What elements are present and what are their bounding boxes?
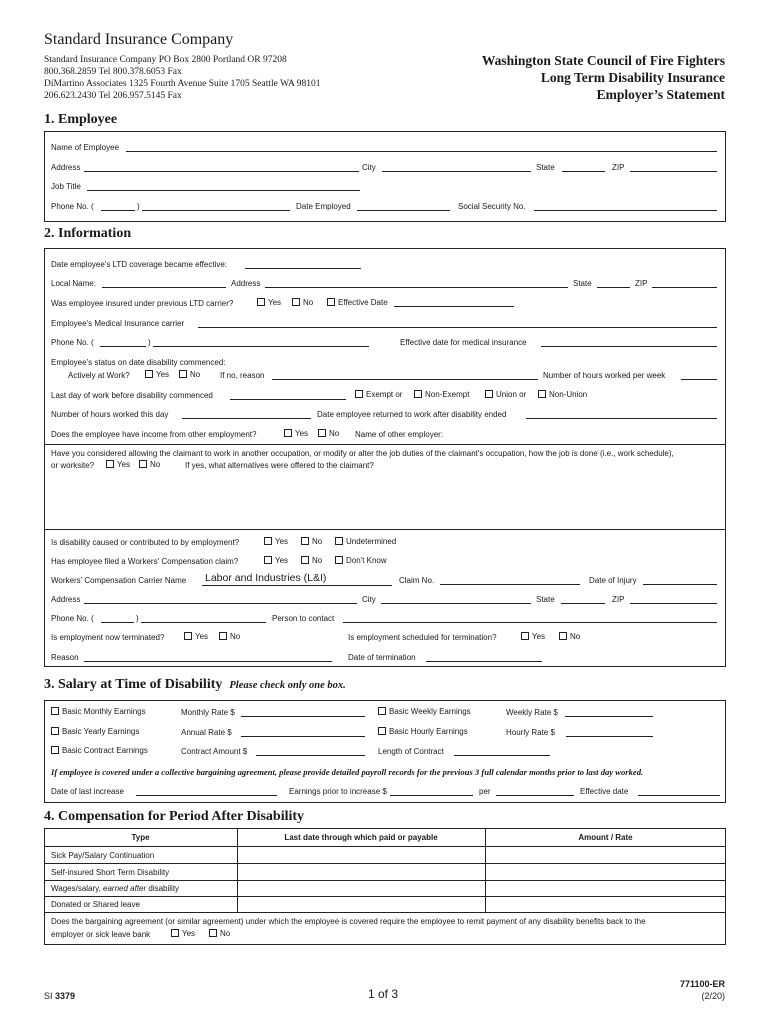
local-address-field[interactable] — [265, 287, 568, 288]
yearly-option[interactable] — [51, 727, 139, 736]
claim-no-label: Claim No. — [399, 576, 435, 585]
form-title-1: Washington State Council of Fire Fighters — [481, 53, 725, 68]
date-injury-label: Date of Injury — [589, 576, 637, 585]
monthly-rate-field[interactable] — [241, 716, 365, 717]
caused-no[interactable] — [301, 537, 322, 546]
section-employee-heading: 1. Employee — [44, 112, 118, 127]
wc-city-field[interactable] — [381, 603, 531, 604]
hourly-option[interactable] — [378, 727, 468, 736]
hours-day-label: Number of hours worked this day — [51, 410, 169, 419]
earnings-prior-field[interactable] — [390, 795, 473, 796]
if-no-reason-label: If no, reason — [220, 371, 265, 380]
table-header-divider — [44, 846, 726, 847]
salary-effective-date-field[interactable] — [638, 795, 720, 796]
bargain-no[interactable] — [209, 929, 230, 938]
checkbox[interactable] — [292, 298, 300, 306]
employee-city-label: City — [362, 163, 376, 172]
no-label: No — [230, 632, 241, 641]
wc-city-label: City — [362, 595, 376, 604]
wc-phone-field[interactable] — [141, 622, 266, 623]
checkbox[interactable] — [145, 370, 153, 378]
caused-undetermined[interactable] — [335, 537, 396, 546]
checkbox[interactable] — [264, 537, 272, 545]
actively-yes[interactable] — [145, 370, 169, 379]
form-code: 771100-ER — [679, 979, 725, 989]
no-label: No — [150, 460, 161, 469]
checkbox[interactable] — [171, 929, 179, 937]
wc-zip-label: ZIP — [612, 595, 625, 604]
sched-term-no[interactable] — [559, 632, 580, 641]
earnings-prior-label: Earnings prior to increase $ — [289, 787, 387, 796]
date-term-field[interactable] — [426, 661, 542, 662]
checkbox[interactable] — [106, 460, 114, 468]
row-wages-prefix: Wages/salary, — [51, 884, 104, 893]
local-zip-field[interactable] — [652, 287, 717, 288]
row-wages-suffix: disability — [146, 884, 180, 893]
med-phone-paren: ) — [148, 338, 151, 347]
per-label: per — [479, 787, 491, 796]
wc-filed-dont-know[interactable] — [335, 556, 387, 565]
no-label: No — [329, 429, 340, 438]
med-carrier-label: Employee's Medical Insurance carrier — [51, 319, 185, 328]
weekly-label: Basic Weekly Earnings — [389, 707, 471, 716]
local-state-field[interactable] — [597, 287, 630, 288]
alternatives-no[interactable] — [139, 460, 160, 469]
hours-week-label: Number of hours worked per week — [543, 371, 666, 380]
wc-carrier-label: Workers' Compensation Carrier Name — [51, 576, 187, 585]
dont-know-label: Don't Know — [346, 556, 387, 565]
checkbox[interactable] — [219, 632, 227, 640]
alternatives-question-1: Have you considered allowing the claimant to work in another occupation, or modify or alter the job duties of the claimant's occupation, how the job is done (i.e., work schedule), — [51, 449, 674, 458]
med-eff-date-field[interactable] — [541, 346, 717, 347]
no-label: No — [570, 632, 581, 641]
checkbox[interactable] — [414, 390, 422, 398]
checkbox[interactable] — [301, 556, 309, 564]
job-title-label: Job Title — [51, 182, 81, 191]
other-income-yes[interactable] — [284, 429, 308, 438]
employee-phone-field[interactable] — [142, 210, 290, 211]
checkbox[interactable] — [179, 370, 187, 378]
hours-day-field[interactable] — [182, 418, 311, 419]
exempt-label: Exempt or — [366, 390, 403, 399]
ssn-field[interactable] — [534, 210, 717, 211]
union-label: Union or — [496, 390, 527, 399]
wc-carrier-field — [202, 585, 392, 586]
no-label: No — [220, 929, 231, 938]
annual-rate-label: Annual Rate $ — [181, 728, 232, 737]
med-phone-field[interactable] — [153, 346, 369, 347]
no-label: No — [312, 556, 323, 565]
row-short-term-disability: Self-insured Short Term Disability — [51, 868, 170, 877]
checkbox[interactable] — [378, 707, 386, 715]
checkbox[interactable] — [139, 460, 147, 468]
contract-amount-field[interactable] — [256, 755, 365, 756]
union-option[interactable] — [485, 390, 526, 399]
company-name: Standard Insurance Company — [44, 31, 234, 48]
employee-zip-label: ZIP — [612, 163, 625, 172]
table-row-divider — [44, 880, 726, 881]
checkbox[interactable] — [521, 632, 529, 640]
weekly-option[interactable] — [378, 707, 471, 716]
date-returned-field[interactable] — [526, 418, 717, 419]
person-contact-label: Person to contact — [272, 614, 335, 623]
terminated-yes[interactable] — [184, 632, 208, 641]
section-information-heading: 2. Information — [44, 226, 132, 241]
wc-address-field[interactable] — [84, 603, 357, 604]
form-date: (2/20) — [701, 991, 725, 1001]
local-address-label: Address — [231, 279, 261, 288]
alternatives-question-2: or worksite? — [51, 461, 95, 470]
last-increase-field[interactable] — [136, 795, 277, 796]
form-number-prefix: SI — [44, 991, 56, 1001]
date-returned-label: Date employee returned to work after disability ended — [317, 410, 507, 419]
reason-field[interactable] — [84, 661, 332, 662]
no-label: No — [312, 537, 323, 546]
annual-rate-field[interactable] — [241, 736, 365, 737]
effective-date-label: Effective Date — [338, 298, 388, 307]
checkbox[interactable] — [318, 429, 326, 437]
wc-filed-yes[interactable] — [264, 556, 288, 565]
ltd-effective-label: Date employee's LTD coverage became effective: — [51, 260, 227, 269]
col-type-header: Type — [131, 833, 150, 842]
caused-yes[interactable] — [264, 537, 288, 546]
checkbox[interactable] — [335, 556, 343, 564]
yes-label: Yes — [182, 929, 196, 938]
col-amount-header: Amount / Rate — [578, 833, 633, 842]
employee-state-field[interactable] — [562, 171, 605, 172]
actively-label: Actively at Work? — [68, 371, 130, 380]
weekly-rate-label: Weekly Rate $ — [506, 708, 558, 717]
bargain-question-2: employer or sick leave bank — [51, 930, 151, 939]
checkbox[interactable] — [327, 298, 335, 306]
hourly-rate-label: Hourly Rate $ — [506, 728, 555, 737]
checkbox[interactable] — [485, 390, 493, 398]
per-field[interactable] — [496, 795, 574, 796]
divider — [44, 444, 726, 445]
checkbox[interactable] — [335, 537, 343, 545]
non-union-label: Non-Union — [549, 390, 588, 399]
employee-city-field[interactable] — [382, 171, 531, 172]
monthly-rate-label: Monthly Rate $ — [181, 708, 235, 717]
checkbox[interactable] — [355, 390, 363, 398]
claim-no-field[interactable] — [440, 584, 580, 585]
wc-filed-label: Has employee filed a Workers' Compensation claim? — [51, 557, 239, 566]
yes-label: Yes — [532, 632, 546, 641]
med-carrier-field[interactable] — [198, 327, 717, 328]
checkbox[interactable] — [51, 727, 59, 735]
row-wages-salary — [51, 884, 179, 893]
row-donated-leave: Donated or Shared leave — [51, 900, 140, 909]
sched-term-yes[interactable] — [521, 632, 545, 641]
yes-label: Yes — [156, 370, 170, 379]
table-row-divider — [44, 863, 726, 864]
form-number-value: 3379 — [55, 991, 76, 1001]
yes-label: Yes — [295, 429, 309, 438]
ssn-label: Social Security No. — [458, 202, 526, 211]
reason-label: Reason — [51, 653, 79, 662]
terminated-label: Is employment now terminated? — [51, 633, 165, 642]
wc-phone-label: Phone No. ( — [51, 614, 94, 623]
date-employed-field[interactable] — [357, 210, 450, 211]
no-label: No — [190, 370, 201, 379]
checkbox[interactable] — [209, 929, 217, 937]
bargain-yes[interactable] — [171, 929, 195, 938]
wc-state-label: State — [536, 595, 555, 604]
bargain-question-1: Does the bargaining agreement (or similar agreement) under which the employee is covered require the employee to remit payment of any disability benefits back to the — [51, 917, 646, 926]
employee-phone-area-field[interactable] — [101, 210, 135, 211]
checkbox[interactable] — [378, 727, 386, 735]
salary-effective-date-label: Effective date — [580, 787, 629, 796]
last-increase-label: Date of last increase — [51, 787, 124, 796]
section-employee-box — [44, 131, 726, 222]
undetermined-label: Undetermined — [346, 537, 397, 546]
terminated-no[interactable] — [219, 632, 240, 641]
med-phone-area-field[interactable] — [100, 346, 146, 347]
wc-zip-field[interactable] — [630, 603, 717, 604]
med-phone-label: Phone No. ( — [51, 338, 94, 347]
wc-phone-paren: ) — [136, 614, 139, 623]
local-state-label: State — [573, 279, 592, 288]
caused-by-employment-label: Is disability caused or contributed to by employment? — [51, 538, 240, 547]
yearly-label: Basic Yearly Earnings — [62, 727, 140, 736]
yes-label: Yes — [275, 556, 289, 565]
non-union-option[interactable] — [538, 390, 587, 399]
hours-week-field[interactable] — [681, 379, 717, 380]
table-row-divider — [44, 896, 726, 897]
form-title-2: Long Term Disability Insurance — [540, 70, 725, 85]
contract-option[interactable] — [51, 746, 148, 755]
checkbox[interactable] — [257, 298, 265, 306]
contract-label: Basic Contract Earnings — [62, 746, 148, 755]
prev-ltd-label: Was employee insured under previous LTD carrier? — [51, 299, 234, 308]
other-employer-label: Name of other employer: — [355, 430, 444, 439]
section-compensation-heading: 4. Compensation for Period After Disability — [44, 809, 305, 824]
exempt-option[interactable] — [355, 390, 402, 399]
company-address-4: 206.623.2430 Tel 206.957.5145 Fax — [44, 91, 182, 101]
last-day-field[interactable] — [230, 399, 346, 400]
date-employed-label: Date Employed — [296, 202, 351, 211]
local-name-field[interactable] — [102, 287, 226, 288]
if-no-reason-field[interactable] — [272, 379, 538, 380]
employee-zip-field[interactable] — [630, 171, 717, 172]
alternatives-answer-area[interactable] — [50, 474, 718, 526]
wc-carrier-value[interactable]: Labor and Industries (L&I) — [205, 572, 327, 584]
section-salary-heading — [44, 677, 346, 693]
actively-no[interactable] — [179, 370, 200, 379]
monthly-option[interactable] — [51, 707, 146, 716]
prev-ltd-effective-field[interactable] — [394, 306, 514, 307]
row-sick-pay: Sick Pay/Salary Continuation — [51, 851, 155, 860]
other-income-label: Does the employee have income from other employment? — [51, 430, 257, 439]
non-exempt-label: Non-Exempt — [425, 390, 470, 399]
ltd-effective-field[interactable] — [245, 268, 361, 269]
form-title-3: Employer’s Statement — [596, 87, 725, 102]
wc-filed-no[interactable] — [301, 556, 322, 565]
yes-label: Yes — [275, 537, 289, 546]
page-number: 1 of 3 — [368, 987, 399, 1001]
no-label: No — [303, 298, 314, 307]
alternatives-if-yes-label: If yes, what alternatives were offered to the claimant? — [185, 461, 374, 470]
date-injury-field[interactable] — [643, 584, 717, 585]
hourly-rate-field[interactable] — [566, 736, 653, 737]
wc-state-field[interactable] — [561, 603, 605, 604]
yes-label: Yes — [117, 460, 131, 469]
employee-address-label: Address — [51, 163, 81, 172]
checkbox[interactable] — [51, 707, 59, 715]
person-contact-field[interactable] — [343, 622, 717, 623]
date-term-label: Date of termination — [348, 653, 416, 662]
wc-phone-area-field[interactable] — [101, 622, 134, 623]
local-name-label: Local Name: — [51, 279, 96, 288]
divider — [44, 529, 726, 530]
hourly-label: Basic Hourly Earnings — [389, 727, 468, 736]
checkbox[interactable] — [301, 537, 309, 545]
sched-term-label: Is employment scheduled for termination? — [348, 633, 497, 642]
monthly-label: Basic Monthly Earnings — [62, 707, 146, 716]
alternatives-yes[interactable] — [106, 460, 130, 469]
prev-ltd-no[interactable] — [292, 298, 313, 307]
employee-state-label: State — [536, 163, 555, 172]
salary-heading-note: Please check only one box. — [229, 680, 346, 691]
col-last-date-header: Last date through which paid or payable — [284, 833, 438, 842]
prev-ltd-effective[interactable] — [327, 298, 388, 307]
wc-address-label: Address — [51, 595, 81, 604]
checkbox[interactable] — [559, 632, 567, 640]
prev-ltd-yes[interactable] — [257, 298, 281, 307]
last-day-label: Last day of work before disability commenced — [51, 391, 213, 400]
contract-length-field[interactable] — [454, 755, 550, 756]
weekly-rate-field[interactable] — [565, 716, 653, 717]
yes-label: Yes — [195, 632, 209, 641]
other-income-no[interactable] — [318, 429, 339, 438]
local-zip-label: ZIP — [635, 279, 648, 288]
cba-note: If employee is covered under a collective bargaining agreement, please provide detailed payroll records for the previous 3 full calendar months prior to last day worked. — [51, 767, 644, 777]
employee-phone-paren: ) — [137, 202, 140, 211]
checkbox[interactable] — [264, 556, 272, 564]
form-number — [44, 991, 75, 1001]
checkbox[interactable] — [184, 632, 192, 640]
contract-amount-label: Contract Amount $ — [181, 747, 248, 756]
row-wages-italic: earned after — [103, 884, 147, 893]
non-exempt-option[interactable] — [414, 390, 469, 399]
yes-label: Yes — [268, 298, 282, 307]
contract-length-label: Length of Contract — [378, 747, 444, 756]
employee-phone-label: Phone No. ( — [51, 202, 94, 211]
table-row-divider — [44, 912, 726, 913]
company-address-3: DiMartino Associates 1325 Fourth Avenue Suite 1705 Seattle WA 98101 — [44, 79, 321, 89]
employee-name-label: Name of Employee — [51, 143, 120, 152]
employee-address-field[interactable] — [84, 171, 359, 172]
company-address-1: Standard Insurance Company PO Box 2800 Portland OR 97208 — [44, 55, 287, 65]
checkbox[interactable] — [284, 429, 292, 437]
med-eff-date-label: Effective date for medical insurance — [400, 338, 527, 347]
checkbox[interactable] — [51, 746, 59, 754]
job-title-field[interactable] — [87, 190, 360, 191]
checkbox[interactable] — [538, 390, 546, 398]
status-label: Employee's status on date disability commenced: — [51, 358, 226, 367]
employee-name-field[interactable] — [126, 151, 717, 152]
company-address-2: 800.368.2859 Tel 800.378.6053 Fax — [44, 67, 182, 77]
salary-heading-text: 3. Salary at Time of Disability — [44, 677, 223, 692]
